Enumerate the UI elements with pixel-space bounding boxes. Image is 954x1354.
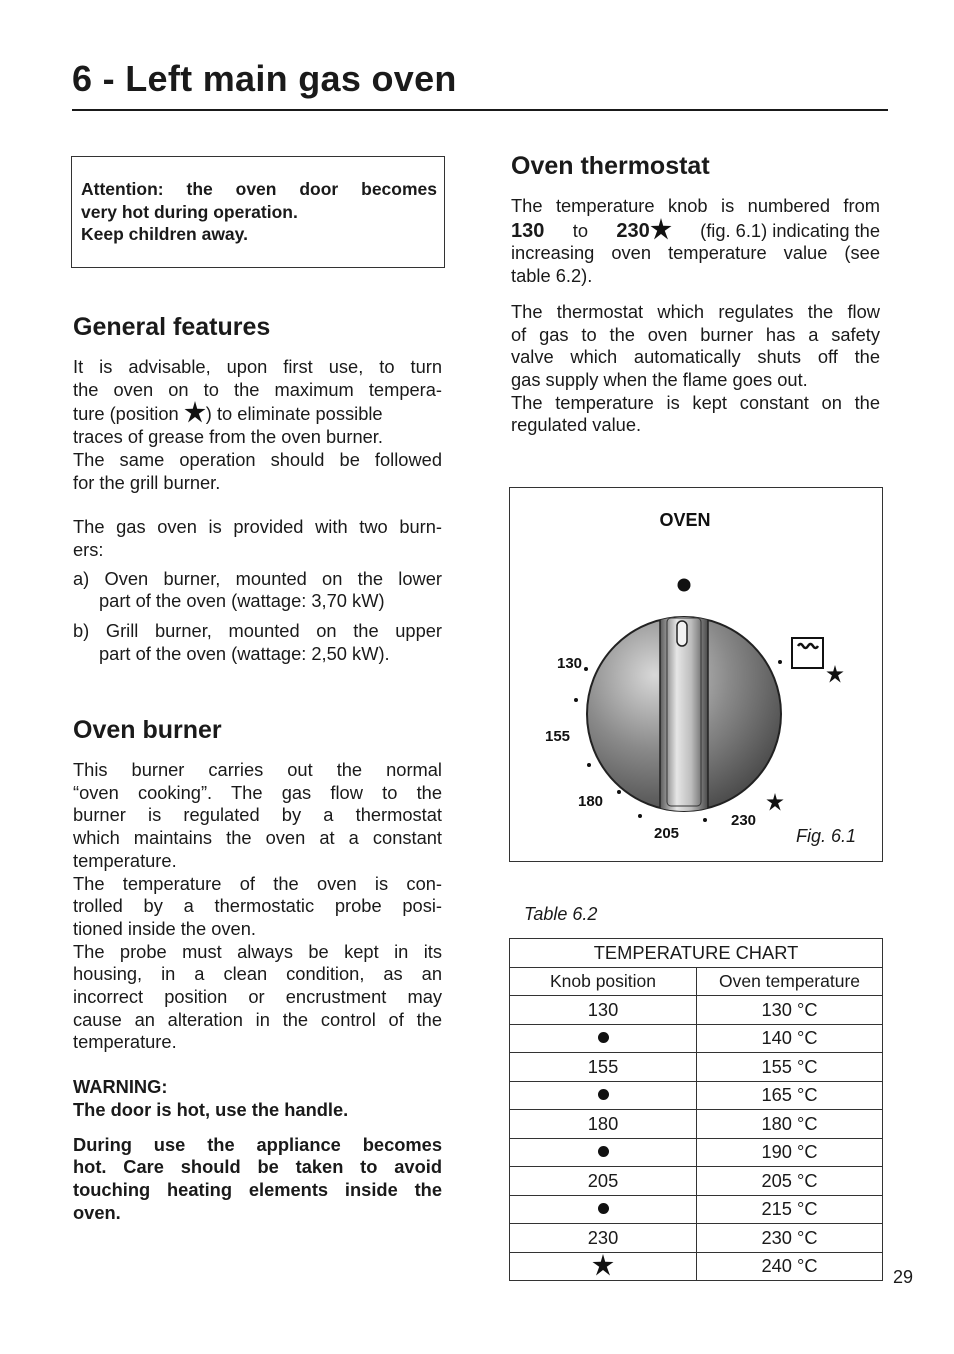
- text-line: for the grill burner.: [73, 471, 221, 493]
- table-row: [510, 1081, 883, 1110]
- caution-line: hot. Care should be taken to avoid: [73, 1156, 442, 1178]
- list-item-a-cont: part of the oven (wattage: 3,70 kW): [99, 590, 385, 612]
- star-icon: [184, 401, 206, 423]
- text-line: The temperature knob is numbered from: [511, 195, 880, 216]
- text-fragment: (fig. 6.1) indicating the: [700, 219, 880, 241]
- column-header: Oven temperature: [697, 967, 883, 996]
- text-line: incorrect position or encrustment may: [73, 986, 442, 1008]
- text-line: the oven on to the maximum tempera-: [73, 378, 442, 400]
- text-line: The probe must always be kept in its: [73, 940, 442, 962]
- temperature-cell: 190 °C: [697, 1138, 883, 1167]
- dot-icon: [598, 1146, 609, 1157]
- table-row: [510, 1195, 883, 1224]
- range-end: 230: [616, 219, 650, 242]
- text-line: temperature.: [73, 1031, 177, 1053]
- title-divider: [72, 109, 888, 111]
- text-line: ers:: [73, 538, 104, 560]
- text-line: tioned inside the oven.: [73, 917, 256, 939]
- dot-icon: [598, 1089, 609, 1100]
- text-line: The temperature of the oven is con-: [73, 872, 442, 894]
- knob-mark: 130: [557, 655, 583, 672]
- text-fragment: ture (position: [73, 403, 179, 425]
- knob-mark: 205: [654, 825, 680, 842]
- text-line: [73, 401, 442, 426]
- list-item-b-cont: part of the oven (wattage: 2,50 kW).: [99, 642, 390, 664]
- text-line: The same operation should be followed: [73, 448, 442, 470]
- knob-mark: 230: [731, 812, 757, 829]
- knob-position-cell: 230: [510, 1224, 697, 1253]
- text-line: table 6.2).: [511, 265, 593, 287]
- text-line: of gas to the oven burner has a safety: [511, 323, 880, 345]
- dot-icon: [598, 1032, 609, 1043]
- knob-position-cell: 155: [510, 1053, 697, 1082]
- caution-line: oven.: [73, 1201, 121, 1223]
- temperature-cell: 165 °C: [697, 1081, 883, 1110]
- knob-position-cell: 205: [510, 1167, 697, 1196]
- text-line: trolled by a thermostatic probe posi-: [73, 895, 442, 917]
- text-line: increasing oven temperature value (see: [511, 242, 880, 264]
- text-line: valve which automatically shuts off the: [511, 346, 880, 368]
- table-row: [510, 1024, 883, 1053]
- star-icon: [766, 793, 783, 811]
- knob-position-cell: 130: [510, 996, 697, 1025]
- dot-icon: [598, 1203, 609, 1214]
- knob-position-cell: [510, 1252, 697, 1281]
- chapter-title: 6 - Left main gas oven: [72, 58, 457, 99]
- table-row: [510, 1053, 883, 1082]
- temperature-cell: 205 °C: [697, 1167, 883, 1196]
- list-item-b: b) Grill burner, mounted on the upper: [73, 620, 442, 642]
- temperature-cell: 155 °C: [697, 1053, 883, 1082]
- attention-line: very hot during operation.: [81, 201, 298, 222]
- temperature-cell: 180 °C: [697, 1110, 883, 1139]
- table-row: [510, 1138, 883, 1167]
- list-item-a: a) Oven burner, mounted on the lower: [73, 567, 442, 589]
- text-line: The gas oven is provided with two burn-: [73, 516, 442, 538]
- knob-position-cell: [510, 1138, 697, 1167]
- knob-position-cell: [510, 1081, 697, 1110]
- text-line: The thermostat which regulates the flow: [511, 300, 880, 322]
- attention-line: Attention: the oven door becomes: [81, 179, 437, 199]
- column-header: Knob position: [510, 967, 697, 996]
- text-line: It is advisable, upon first use, to turn: [73, 356, 442, 377]
- figure-6-1: [509, 487, 883, 862]
- caution-line: During use the appliance becomes: [73, 1133, 442, 1155]
- figure-caption: Fig. 6.1: [795, 826, 856, 846]
- temperature-cell: 230 °C: [697, 1224, 883, 1253]
- table-title: TEMPERATURE CHART: [510, 939, 883, 968]
- table-row: [510, 1167, 883, 1196]
- text-line: housing, in a clean condition, as an: [73, 963, 442, 985]
- caution-line: touching heating elements inside the: [73, 1178, 442, 1200]
- range-start: 130: [511, 219, 545, 242]
- warning-text: The door is hot, use the handle.: [73, 1098, 349, 1120]
- oven-thermostat-heading: Oven thermostat: [511, 152, 710, 180]
- text-line: The temperature is kept constant on the: [511, 391, 880, 413]
- temperature-cell: 215 °C: [697, 1195, 883, 1224]
- knob-position-cell: 180: [510, 1110, 697, 1139]
- text-line: regulated value.: [511, 414, 642, 436]
- temperature-cell: 140 °C: [697, 1024, 883, 1053]
- text-line: [511, 218, 880, 243]
- text-line: This burner carries out the normal: [73, 759, 442, 780]
- text-line: burner is regulated by a thermostat: [73, 804, 442, 826]
- table-row: [510, 1110, 883, 1139]
- attention-line: Keep children away.: [81, 224, 248, 244]
- text-line: “oven cooking”. The gas flow to the: [73, 781, 442, 803]
- star-icon: [650, 218, 672, 240]
- reference-dot-icon: [678, 579, 691, 592]
- knob-position-cell: [510, 1024, 697, 1053]
- text-line: which maintains the oven at a constant: [73, 827, 442, 849]
- general-features-body: [73, 356, 442, 665]
- knob-mark: 155: [545, 728, 571, 745]
- star-icon: [826, 665, 843, 683]
- knob-indicator: [677, 621, 687, 646]
- knob-mark: 180: [578, 793, 604, 810]
- text-fragment: to: [572, 219, 588, 241]
- general-features-heading: General features: [73, 313, 271, 341]
- table-caption: Table 6.2: [524, 904, 598, 924]
- attention-text: [81, 178, 437, 246]
- knob-position-cell: [510, 1195, 697, 1224]
- grill-symbol-icon: [792, 638, 823, 668]
- temperature-cell: 240 °C: [697, 1252, 883, 1281]
- temperature-chart-table: [509, 938, 883, 1281]
- text-fragment: ) to eliminate possible: [205, 403, 383, 425]
- text-line: gas supply when the flame goes out.: [511, 368, 808, 390]
- oven-burner-heading: Oven burner: [73, 716, 222, 744]
- oven-burner-body: [73, 759, 442, 1224]
- oven-thermostat-body: [511, 195, 880, 437]
- oven-knob-diagram: [510, 488, 882, 861]
- table-row: [510, 996, 883, 1025]
- text-line: cause an alteration in the control of the: [73, 1008, 442, 1030]
- table-header-row: [510, 967, 883, 996]
- star-icon: [592, 1254, 614, 1276]
- oven-label: OVEN: [659, 510, 711, 530]
- warning-label: WARNING:: [73, 1076, 168, 1098]
- text-line: traces of grease from the oven burner.: [73, 426, 383, 448]
- table-row: [510, 1224, 883, 1253]
- attention-box: [71, 156, 445, 268]
- temperature-cell: 130 °C: [697, 996, 883, 1025]
- page-number: 29: [893, 1267, 914, 1287]
- table-row: [510, 1252, 883, 1281]
- text-line: temperature.: [73, 849, 177, 871]
